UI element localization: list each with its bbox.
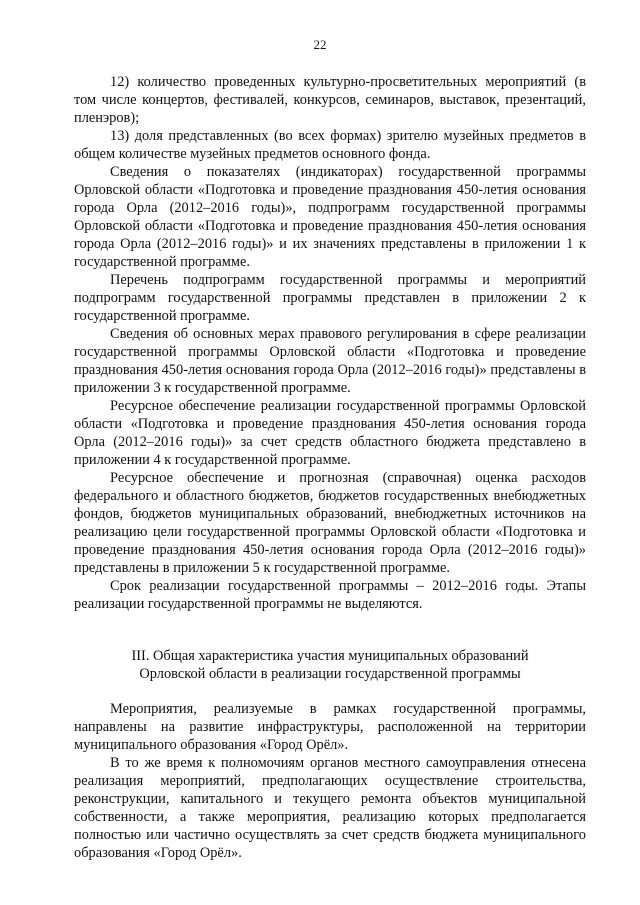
paragraph-infrastructure: Мероприятия, реализуемые в рамках государственной программы, направлены на развитие инфраструктуры, расположенной на территории муниципального образования «Город Орёл». xyxy=(74,701,586,753)
section-heading-line-1: III. Общая характеристика участия муниципальных образований xyxy=(131,648,529,664)
paragraph-item-13: 13) доля представленных (во всех формах) зрителю музейных предметов в общем количестве музейных предметов основного фонда. xyxy=(74,128,586,162)
paragraph-local-authorities: В то же время к полномочиям органов местного самоуправления отнесена реализация мероприятий, предполагающих осуществление строительства, реконструкции, капитального и текущего ремонта объектов муниципальной собственности, а также мероприятия, реализацию которых предполагается полностью или частично осуществлять за счет средств бюджета муниципального образования «Город Орёл». xyxy=(74,755,586,861)
paragraph-regional-budget: Ресурсное обеспечение реализации государственной программы Орловской области «Подготовка и проведение празднования 450-летия основания города Орла (2012–2016 годы)» за счет средств областного бюджета представлено в приложении 4 к государственной программе. xyxy=(74,398,586,468)
section-heading-line-2: Орловской области в реализации государственной программы xyxy=(139,666,521,682)
paragraph-legal-regulation: Сведения об основных мерах правового регулирования в сфере реализации государственной программы Орловской области «Подготовка и проведение празднования 450-летия основания города Орла (2012–2016 годы)» представлены в приложении 3 к государственной программе. xyxy=(74,326,586,396)
paragraph-indicators: Сведения о показателях (индикаторах) государственной программы Орловской области «Подготовка и проведение празднования 450-летия основания города Орла (2012–2016 годы)», подпрограмм государственной программы Орловской области «Подготовка и проведение празднования 450-летия основания города Орла (2012–2016 годы)» и их значениях представлены в приложении 1 к государственной программе. xyxy=(74,164,586,270)
paragraph-subprograms: Перечень подпрограмм государственной программы и мероприятий подпрограмм государственной программы представлен в приложении 2 к государственной программе. xyxy=(74,272,586,324)
section-heading xyxy=(74,647,586,683)
paragraph-item-12: 12) количество проведенных культурно-просветительных мероприятий (в том числе концертов, фестивалей, конкурсов, семинаров, выставок, презентаций, пленэров); xyxy=(74,74,586,126)
document-body xyxy=(74,73,586,862)
paragraph-term: Срок реализации государственной программы – 2012–2016 годы. Этапы реализации государственной программы не выделяются. xyxy=(74,578,586,612)
paragraph-resource-estimate: Ресурсное обеспечение и прогнозная (справочная) оценка расходов федерального и областного бюджетов, бюджетов государственных внебюджетных фондов, бюджетов муниципальных образований, внебюджетных источников на реализацию цели государственной программы Орловской области «Подготовка и проведение празднования 450-летия основания города Орла (2012–2016 годы)» представлены в приложении 5 к государственной программе. xyxy=(74,470,586,576)
page-number: 22 xyxy=(313,37,327,52)
